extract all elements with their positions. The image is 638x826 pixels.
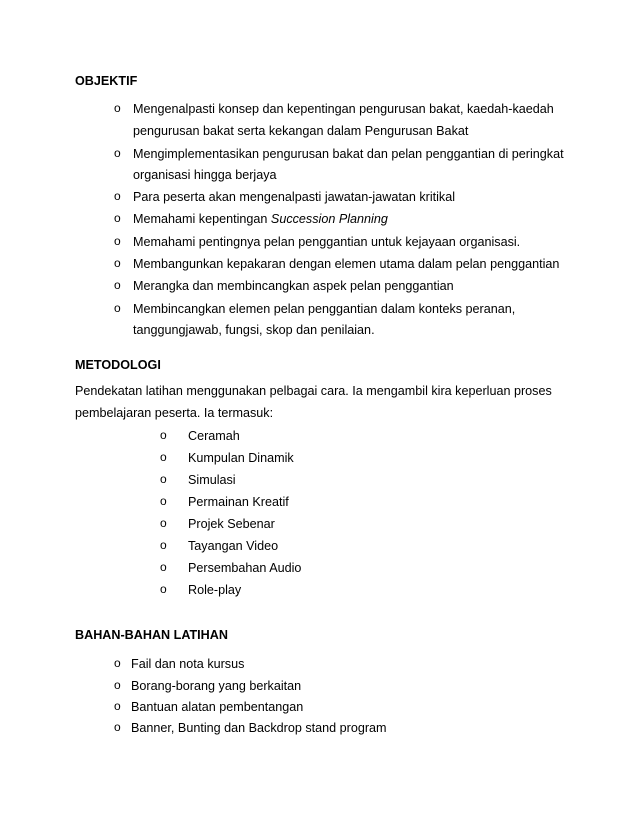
bullet-icon: o (114, 189, 121, 203)
bullet-icon: o (160, 494, 167, 508)
objektif-item-italic-term: Succession Planning (270, 212, 388, 226)
bullet-icon: o (160, 472, 167, 486)
metodologi-intro-line: Pendekatan latihan menggunakan pelbagai cara. Ia mengambil kira keperluan proses (75, 384, 552, 398)
section-heading-objektif: OBJEKTIF (75, 74, 138, 88)
bullet-icon: o (114, 278, 121, 292)
bahan-item: Bantuan alatan pembentangan (131, 700, 304, 714)
bullet-icon: o (114, 211, 121, 225)
objektif-item-line: organisasi hingga berjaya (133, 168, 277, 182)
metodologi-item: Permainan Kreatif (188, 495, 289, 509)
objektif-item-line: pengurusan bakat serta kekangan dalam Pengurusan Bakat (133, 124, 469, 138)
metodologi-item: Simulasi (188, 473, 236, 487)
bullet-icon: o (114, 101, 121, 115)
section-heading-metodologi: METODOLOGI (75, 358, 161, 372)
metodologi-item: Role-play (188, 583, 242, 597)
objektif-item-line: Membincangkan elemen pelan penggantian dalam konteks peranan, (133, 302, 516, 316)
bullet-icon: o (160, 538, 167, 552)
bullet-icon: o (114, 720, 121, 734)
bullet-icon: o (160, 582, 167, 596)
metodologi-item: Projek Sebenar (188, 517, 275, 531)
metodologi-item: Kumpulan Dinamik (188, 451, 294, 465)
objektif-item-line: Membangunkan kepakaran dengan elemen utama dalam pelan penggantian (133, 257, 560, 271)
bullet-icon: o (114, 256, 121, 270)
objektif-item-text: Memahami kepentingan (133, 212, 271, 226)
bullet-icon: o (114, 656, 121, 670)
objektif-item-line: tanggungjawab, fungsi, skop dan penilaian. (133, 323, 375, 337)
objektif-item-line: Para peserta akan mengenalpasti jawatan-jawatan kritikal (133, 190, 456, 204)
bahan-item: Fail dan nota kursus (131, 657, 245, 671)
bullet-icon: o (114, 146, 121, 160)
objektif-item-line (133, 212, 388, 226)
objektif-item-line: Mengenalpasti konsep dan kepentingan pengurusan bakat, kaedah-kaedah (133, 102, 554, 116)
bullet-icon: o (114, 678, 121, 692)
metodologi-item: Ceramah (188, 429, 240, 443)
objektif-item-line: Mengimplementasikan pengurusan bakat dan pelan penggantian di peringkat (133, 147, 564, 161)
bullet-icon: o (160, 516, 167, 530)
objektif-item-line: Memahami pentingnya pelan penggantian untuk kejayaan organisasi. (133, 235, 521, 249)
bahan-item: Borang-borang yang berkaitan (131, 679, 302, 693)
bullet-icon: o (114, 301, 121, 315)
bahan-item: Banner, Bunting dan Backdrop stand program (131, 721, 387, 735)
bullet-icon: o (114, 234, 121, 248)
bullet-icon: o (160, 450, 167, 464)
objektif-item-line: Merangka dan membincangkan aspek pelan penggantian (133, 279, 454, 293)
bullet-icon: o (160, 428, 167, 442)
metodologi-intro-line: pembelajaran peserta. Ia termasuk: (75, 406, 274, 420)
bullet-icon: o (160, 560, 167, 574)
metodologi-item: Persembahan Audio (188, 561, 302, 575)
metodologi-item: Tayangan Video (188, 539, 279, 553)
bullet-icon: o (114, 699, 121, 713)
section-heading-bahan-latihan: BAHAN-BAHAN LATIHAN (75, 628, 228, 642)
